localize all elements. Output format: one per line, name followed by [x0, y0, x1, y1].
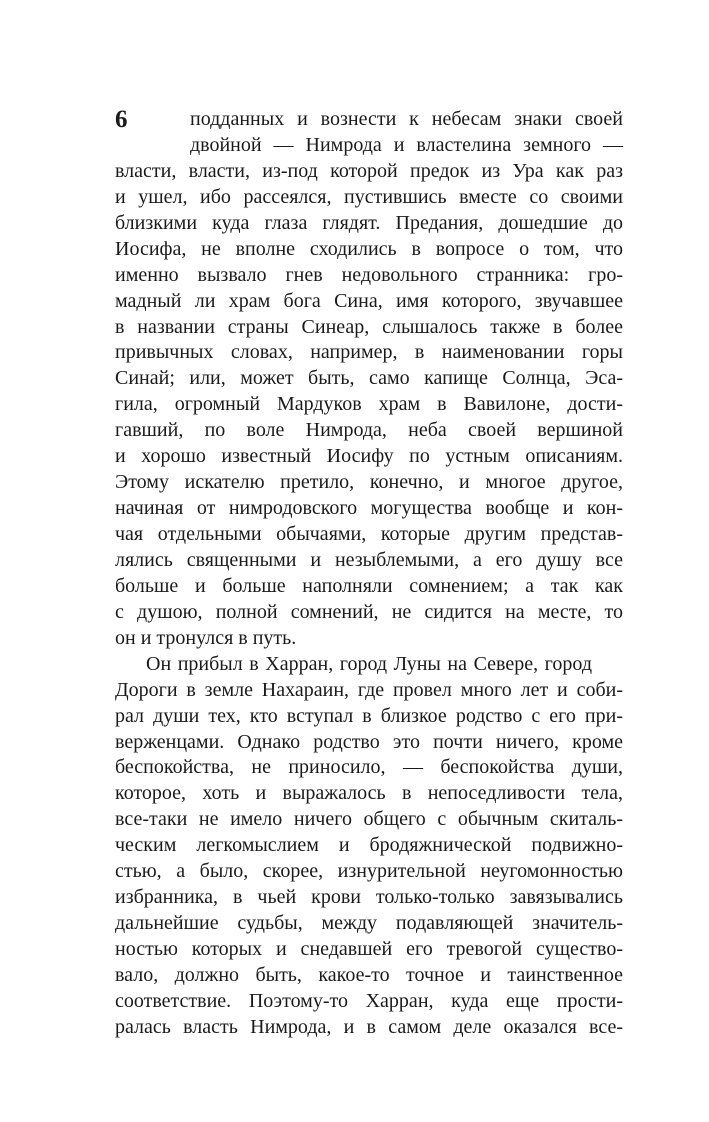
text-line: рал души тех, кто вступал в близкое родство с его при- — [115, 704, 623, 727]
text-line: гила, огромный Мардуков храм в Вавилоне, дости- — [115, 393, 623, 416]
text-line: лялись священными и незыблемыми, а его душу все — [115, 548, 623, 571]
text-line: дальнейшие судьбы, между подавляющей значитель- — [115, 912, 623, 935]
text-line: Этому искателю претило, конечно, и многое другое, — [115, 471, 623, 494]
text-line: ралась власть Нимрода, и в самом деле оказался все- — [115, 1015, 623, 1038]
text-line: соответствие. Поэтому-то Харран, куда еще прости- — [115, 989, 623, 1012]
text-line: и ушел, ибо рассеялся, пустившись вместе со своими — [115, 185, 623, 208]
text-line: Дороги в земле Нахараин, где провел много лет и соби- — [115, 678, 623, 701]
text-line: власти, власти, из-под которой предок из Ура как раз — [115, 159, 623, 182]
text-line: в названии страны Синеар, слышалось также в более — [115, 315, 623, 338]
text-line: близкими куда глаза глядят. Предания, дошедшие до — [115, 211, 623, 234]
text-line: избранника, в чьей крови только-только завязывались — [115, 886, 623, 909]
text-line: больше и больше наполняли сомнением; а так как — [115, 574, 623, 597]
text-line: и хорошо известный Иосифу по устным описаниям. — [115, 445, 623, 468]
body-text — [115, 107, 623, 1041]
text-line: чая отдельными обычаями, которые другим представ- — [115, 523, 623, 545]
text-line: Он прибыл в Харран, город Луны на Севере, город — [146, 652, 592, 675]
text-line: привычных словах, например, в наименовании горы — [115, 341, 623, 364]
text-line: он и тронулся в путь. — [115, 626, 297, 649]
text-line: ческим легкомыслием и бродяжнической подвижно- — [115, 834, 623, 857]
text-line: двойной — Нимрода и властелина земного — — [190, 133, 623, 156]
text-line: стью, а было, скорее, изнурительной неугомонностью — [115, 860, 623, 883]
text-line: все-таки не имело ничего общего с обычным скиталь- — [115, 808, 623, 831]
text-line: которое, хоть и выражалось в непоседливости тела, — [115, 782, 623, 805]
text-line: вало, должно быть, какое-то точное и таинственное — [115, 963, 623, 986]
text-line: подданных и вознести к небесам знаки своей — [190, 108, 623, 130]
text-line: Синай; или, может быть, само капище Солнца, Эса- — [115, 367, 623, 390]
text-line: верженцами. Однако родство это почти ничего, кроме — [115, 730, 623, 753]
page-number: 6 — [115, 106, 128, 133]
text-line: мадный ли храм бога Сина, имя которого, звучавшее — [115, 289, 623, 312]
text-line: гавший, по воле Нимрода, неба своей вершиной — [115, 419, 623, 442]
text-line: начиная от нимродовского могущества вообще и кон- — [115, 497, 623, 520]
text-line: именно вызвало гнев недовольного странника: гро- — [115, 263, 623, 286]
text-line: Иосифа, не вполне сходились в вопросе о том, что — [115, 237, 623, 260]
text-line: беспокойства, не приносило, — беспокойства души, — [115, 756, 623, 779]
text-line: с душою, полной сомнений, не сидится на месте, то — [115, 600, 623, 623]
text-line: ностью которых и снедавшей его тревогой существо- — [115, 938, 623, 960]
